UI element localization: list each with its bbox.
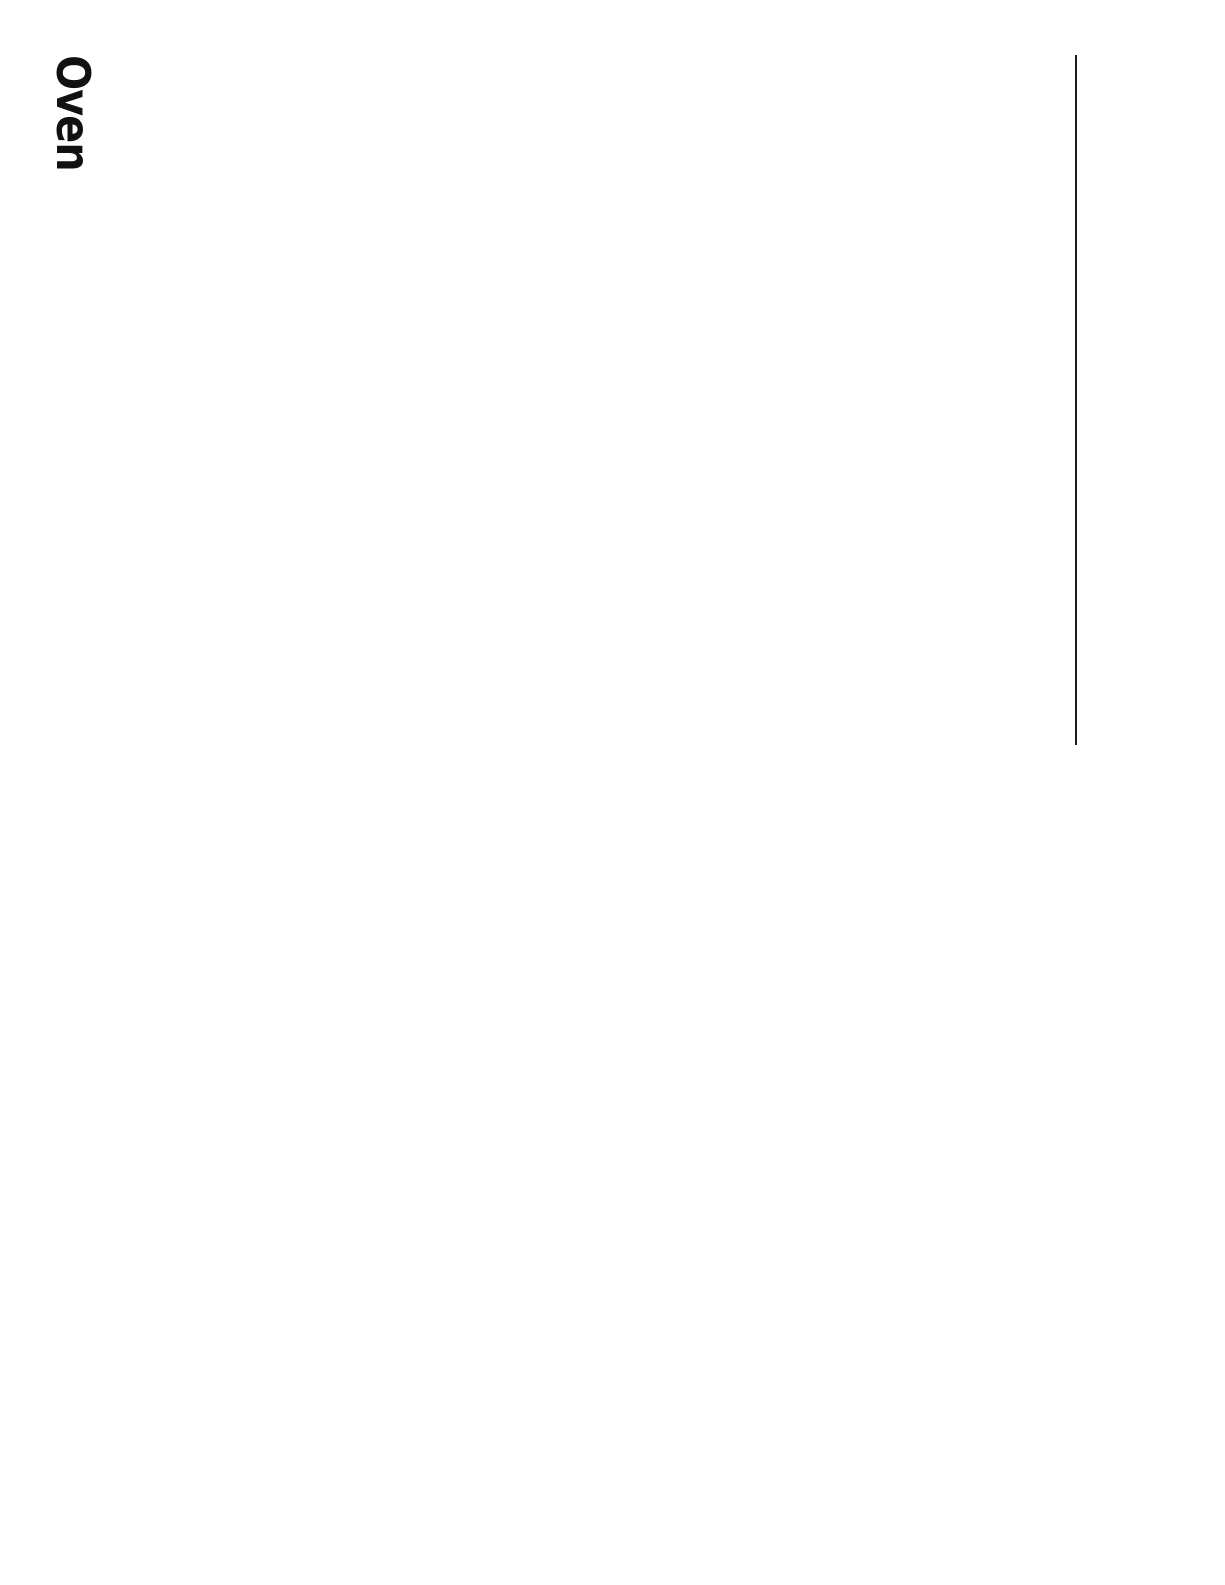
page-title: Oven	[46, 55, 100, 171]
